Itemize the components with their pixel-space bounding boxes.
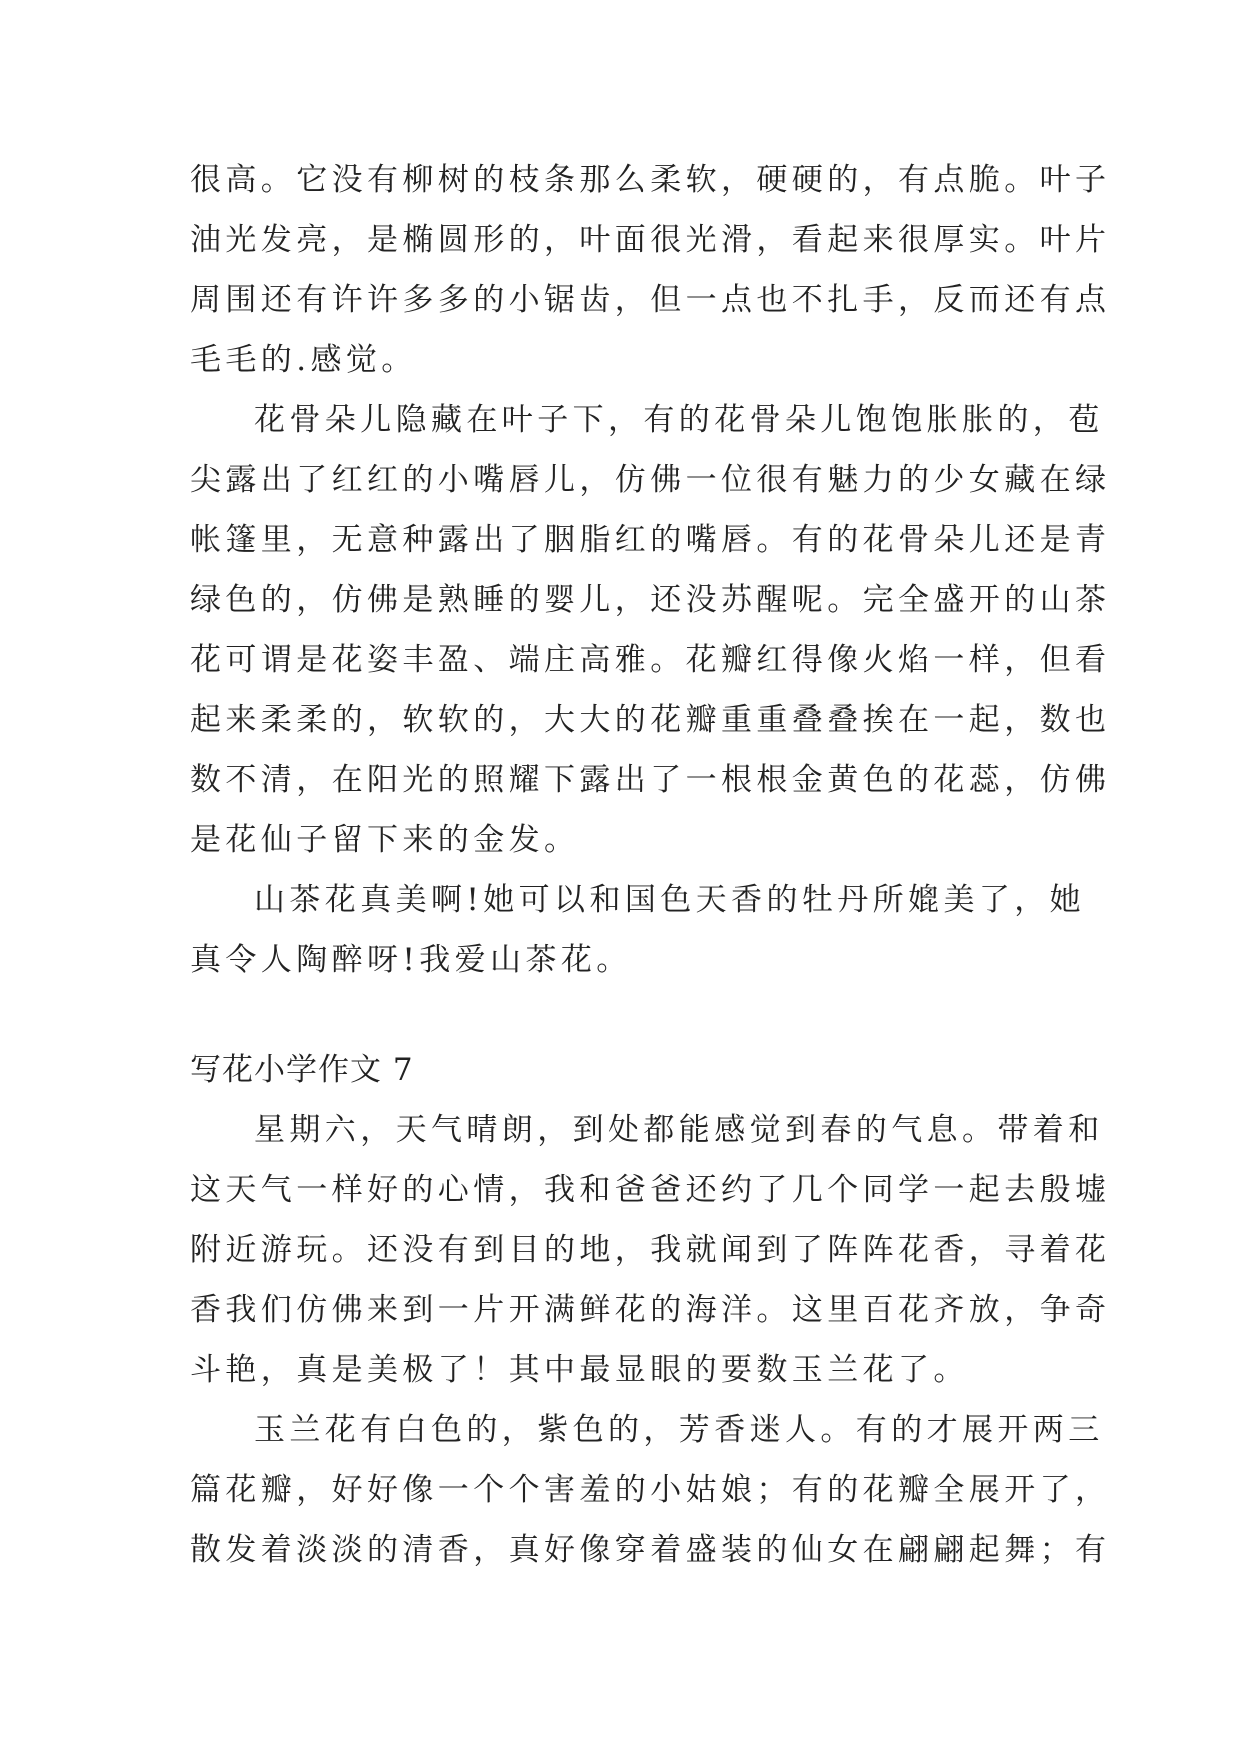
paragraph-line: 毛毛的.感觉。 (190, 342, 417, 378)
paragraph-line: 油光发亮，是椭圆形的，叶面很光滑，看起来很厚实。叶片 (190, 222, 1111, 258)
paragraph-line: 起来柔柔的，软软的，大大的花瓣重重叠叠挨在一起，数也 (190, 702, 1111, 738)
paragraph-line: 附近游玩。还没有到目的地，我就闻到了阵阵花香，寻着花 (190, 1232, 1111, 1268)
paragraph-line: 绿色的，仿佛是熟睡的婴儿，还没苏醒呢。完全盛开的山茶 (190, 582, 1111, 618)
paragraph-line: 这天气一样好的心情，我和爸爸还约了几个同学一起去殷墟 (190, 1172, 1111, 1208)
paragraph-line: 星期六，天气晴朗，到处都能感觉到春的气息。带着和 (254, 1112, 1104, 1148)
paragraph-line: 周围还有许许多多的小锯齿，但一点也不扎手，反而还有点 (190, 282, 1111, 318)
paragraph-line: 帐篷里，无意种露出了胭脂红的嘴唇。有的花骨朵儿还是青 (190, 522, 1111, 558)
section-title: 写花小学作文 7 (190, 1052, 414, 1088)
paragraph-line: 香我们仿佛来到一片开满鲜花的海洋。这里百花齐放，争奇 (190, 1292, 1111, 1328)
paragraph-line: 玉兰花有白色的，紫色的，芳香迷人。有的才展开两三 (254, 1412, 1104, 1448)
paragraph-line: 很高。它没有柳树的枝条那么柔软，硬硬的，有点脆。叶子 (190, 162, 1111, 198)
paragraph-line: 山茶花真美啊!她可以和国色天香的牡丹所媲美了，她 (254, 882, 1086, 918)
paragraph-line: 斗艳，真是美极了！其中最显眼的要数玉兰花了。 (190, 1352, 969, 1388)
paragraph-line: 花骨朵儿隐藏在叶子下，有的花骨朵儿饱饱胀胀的，苞 (254, 402, 1104, 438)
paragraph-line: 数不清，在阳光的照耀下露出了一根根金黄色的花蕊，仿佛 (190, 762, 1111, 798)
paragraph-line: 尖露出了红红的小嘴唇儿，仿佛一位很有魅力的少女藏在绿 (190, 462, 1111, 498)
paragraph-line: 真令人陶醉呀!我爱山茶花。 (190, 942, 632, 978)
paragraph-line: 散发着淡淡的清香，真好像穿着盛装的仙女在翩翩起舞；有 (190, 1532, 1111, 1568)
paragraph-line: 花可谓是花姿丰盈、端庄高雅。花瓣红得像火焰一样，但看 (190, 642, 1111, 678)
paragraph-line: 篇花瓣，好好像一个个害羞的小姑娘；有的花瓣全展开了， (190, 1472, 1111, 1508)
paragraph-line: 是花仙子留下来的金发。 (190, 822, 580, 858)
